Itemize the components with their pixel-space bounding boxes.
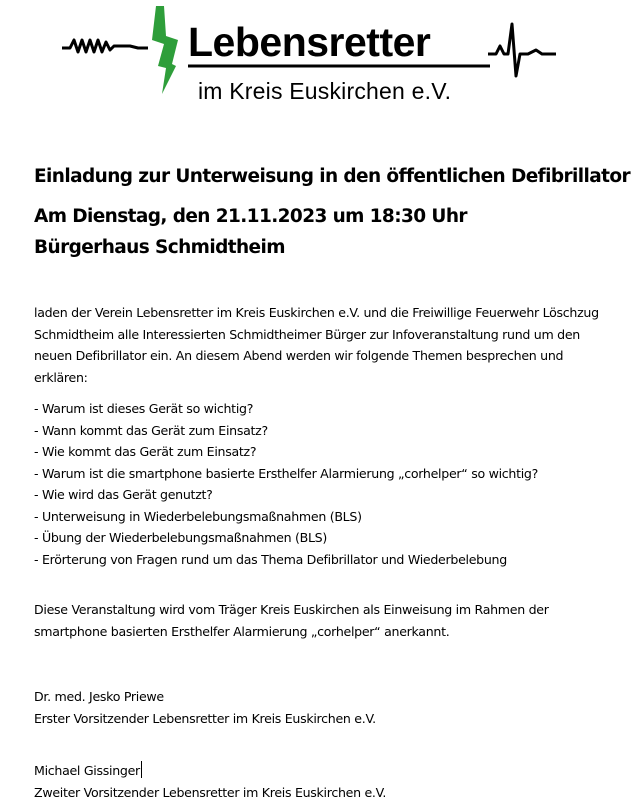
list-item: - Warum ist die smartphone basierte Ersthelfer Alarmierung „corhelper“ so wichtig? xyxy=(34,465,538,481)
signature-block-1 xyxy=(34,686,376,729)
recognition-paragraph: Diese Veranstaltung wird vom Träger Kreis Euskirchen als Einweisung im Rahmen der smartphone basierten Ersthelfer Alarmierung „corhelper“ anerkannt. xyxy=(34,602,549,639)
list-item: - Wann kommt das Gerät zum Einsatz? xyxy=(34,422,268,438)
lightning-bolt-icon xyxy=(144,6,184,96)
event-location: Bürgerhaus Schmidtheim xyxy=(34,237,285,258)
topic-list xyxy=(34,398,538,570)
invitation-title: Einladung zur Unterweisung in den öffentlichen Defibrillator xyxy=(34,166,631,187)
logo-subtitle: im Kreis Euskirchen e.V. xyxy=(198,78,452,104)
list-item: - Warum ist dieses Gerät so wichtig? xyxy=(34,401,254,416)
signature-name[interactable]: Michael Gissinger xyxy=(34,763,140,778)
logo-title: Lebensretter xyxy=(188,19,431,65)
signature-role: Erster Vorsitzender Lebensretter im Kreis Euskirchen e.V. xyxy=(34,710,376,726)
list-item: - Wie kommt das Gerät zum Einsatz? xyxy=(34,444,257,459)
list-item: - Übung der Wiederbelebungsmaßnahmen (BLS) xyxy=(34,530,327,545)
event-date: Am Dienstag, den 21.11.2023 um 18:30 Uhr xyxy=(34,206,467,227)
list-item: - Erörterung von Fragen rund um das Thema Defibrillator und Wiederbelebung xyxy=(34,551,507,567)
signature-block-2[interactable] xyxy=(34,760,386,803)
organization-logo xyxy=(60,6,560,104)
intro-paragraph: laden der Verein Lebensretter im Kreis Euskirchen e.V. und die Freiwillige Feuerwehr Löschzug Schmidtheim alle Interessierten Schmidtheimer Bürger zur Infoveranstaltung rund um den neuen Defibrillator ein. An diesem Abend werden wir folgende Themen besprechen und erklären: xyxy=(34,305,599,385)
text-cursor xyxy=(141,761,142,778)
signature-name: Dr. med. Jesko Priewe xyxy=(34,689,164,704)
signature-role: Zweiter Vorsitzender Lebensretter im Kreis Euskirchen e.V. xyxy=(34,784,387,800)
list-item: - Wie wird das Gerät genutzt? xyxy=(34,487,213,502)
list-item: - Unterweisung in Wiederbelebungsmaßnahmen (BLS) xyxy=(34,508,362,524)
